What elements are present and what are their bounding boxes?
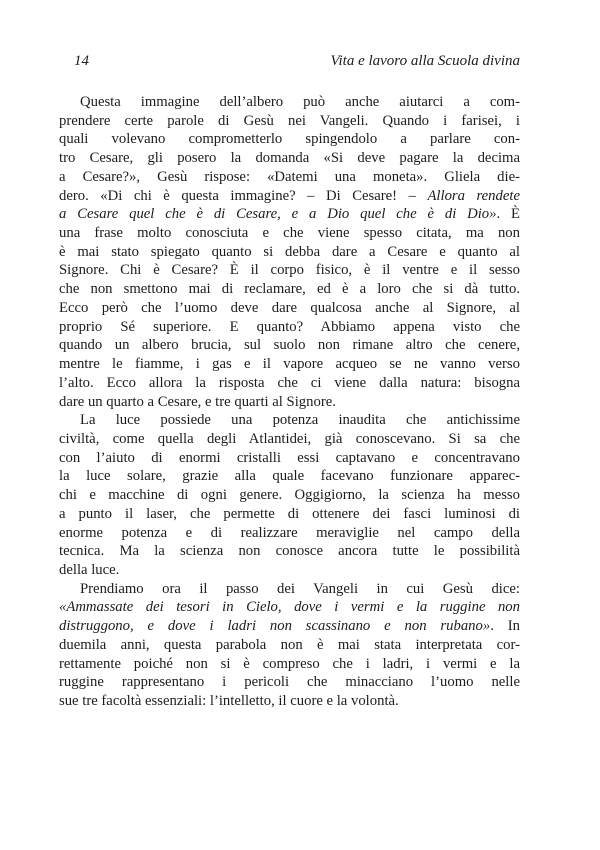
- body-text: chi e macchine di ogni genere. Oggigiorno, la scienza ha messo: [59, 487, 520, 504]
- body-text: la luce solare, grazie alla quale facevano funzionare apparec-: [59, 468, 520, 485]
- text-line: [59, 524, 520, 543]
- text-line: [59, 655, 520, 674]
- body-text: a punto il laser, che permette di ottenere dei fasci luminosi di: [59, 505, 520, 522]
- page-body: [59, 93, 520, 711]
- body-text: . È: [496, 206, 520, 223]
- body-text: l’alto. Ecco allora la risposta che ci viene dalla natura: bisogna: [59, 374, 520, 391]
- body-text: Signore. Chi è Cesare? È il corpo fisico, è il ventre e il sesso: [59, 262, 520, 279]
- text-line: [59, 187, 520, 206]
- body-text: sue tre facoltà essenziali: l’intelletto, il cuore e la volontà.: [59, 693, 399, 709]
- body-text: rettamente poiché non si è compreso che i ladri, i vermi e la: [59, 655, 520, 672]
- body-text: tecnica. Ma la scienza non conosce ancora tutte le possibilità: [59, 543, 520, 560]
- text-line: [59, 130, 520, 149]
- body-text: dare un quarto a Cesare, e tre quarti al Signore.: [59, 393, 336, 410]
- body-text: proprio Sé superiore. E quanto? Abbiamo appena visto che: [59, 318, 520, 335]
- text-line: [59, 224, 520, 243]
- text-line: [59, 112, 520, 131]
- quoted-scripture-text: a Cesare quel che è di Cesare, e a Dio quel che è di Dio»: [59, 206, 497, 223]
- text-line: [59, 692, 520, 711]
- text-line: [59, 393, 520, 412]
- paragraph: [59, 411, 520, 579]
- text-line: [59, 411, 520, 430]
- quoted-scripture-text: Allora rendete: [427, 187, 520, 204]
- body-text: Ecco però che l’uomo deve dare qualcosa anche al Signore, al: [59, 299, 520, 316]
- body-text: . In: [490, 618, 520, 635]
- text-line: [59, 318, 520, 337]
- text-line: [59, 168, 520, 187]
- text-line: [59, 542, 520, 561]
- body-text: è mai stato spiegato quanto si debba dare a Cesare e quanto al: [59, 243, 520, 260]
- body-text: mentre le fiamme, i gas e il vapore acqueo se ne vanno verso: [59, 356, 520, 373]
- text-line: [59, 430, 520, 449]
- body-text: quali volevano comprometterlo spingendolo a parlare con-: [59, 131, 520, 148]
- text-line: [59, 149, 520, 168]
- body-text: La luce possiede una potenza inaudita che antichissime: [80, 412, 520, 429]
- body-text: che non smettono mai di reclamare, ed è a loro che si dà tutto.: [59, 281, 520, 298]
- body-text: ruggine rappresentano i pericoli che minacciano l’uomo nelle: [59, 674, 520, 691]
- text-line: [59, 449, 520, 468]
- text-line: [59, 467, 520, 486]
- body-text: quando un albero brucia, sul suolo non rimane altro che cenere,: [59, 337, 520, 354]
- body-text: della luce.: [59, 561, 120, 578]
- body-text: duemila anni, questa parabola non è mai stata interpretata cor-: [59, 636, 520, 653]
- text-line: [59, 280, 520, 299]
- text-line: [59, 336, 520, 355]
- text-line: [59, 355, 520, 374]
- running-title: Vita e lavoro alla Scuola divina: [330, 53, 520, 69]
- body-text: prendere certe parole di Gesù nei Vangeli. Quando i farisei, i: [59, 112, 520, 129]
- body-text: Questa immagine dell’albero può anche aiutarci a com-: [80, 94, 520, 110]
- text-line: [59, 636, 520, 655]
- text-line: [59, 299, 520, 318]
- text-line: [59, 617, 520, 636]
- text-line: [59, 93, 520, 112]
- body-text: dero. «Di chi è questa immagine? – Di Cesare! –: [59, 187, 428, 204]
- quoted-scripture-text: distruggono, e dove i ladri non scassinano e non rubano»: [59, 618, 491, 635]
- body-text: una frase molto conosciuta e che viene spesso citata, ma non: [59, 225, 520, 242]
- body-text: a Cesare?», Gesù rispose: «Datemi una moneta». Gliela die-: [59, 168, 520, 185]
- page-number: 14: [74, 53, 89, 69]
- body-text: Prendiamo ora il passo dei Vangeli in cui Gesù dice:: [80, 580, 520, 597]
- text-line: [59, 374, 520, 393]
- text-line: [59, 243, 520, 262]
- body-text: tro Cesare, gli posero la domanda «Si deve pagare la decima: [59, 150, 520, 167]
- text-line: [59, 505, 520, 524]
- text-line: [59, 561, 520, 580]
- text-line: [59, 486, 520, 505]
- body-text: enorme potenza e di realizzare meraviglie nel campo della: [59, 524, 520, 541]
- body-text: civiltà, come quella degli Atlantidei, già conoscevano. Si sa che: [59, 430, 520, 447]
- quoted-scripture-text: «Ammassate dei tesori in Cielo, dove i vermi e la ruggine non: [59, 599, 520, 616]
- paragraph: [59, 93, 520, 411]
- text-line: [59, 205, 520, 224]
- text-line: [59, 580, 520, 599]
- body-text: con l’aiuto di enormi cristalli essi captavano e concentravano: [59, 449, 520, 466]
- text-line: [59, 261, 520, 280]
- text-line: [59, 598, 520, 617]
- text-line: [59, 673, 520, 692]
- paragraph: [59, 580, 520, 711]
- running-header: [59, 53, 520, 70]
